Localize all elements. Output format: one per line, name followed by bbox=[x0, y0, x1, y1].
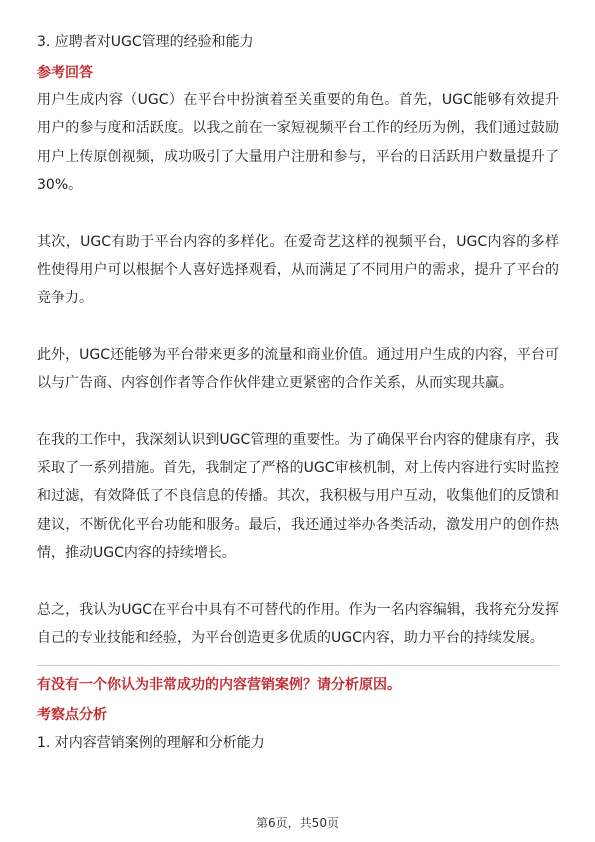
answer-paragraph: 用户生成内容（UGC）在平台中扮演着至关重要的角色。首先，UGC能够有效提升用户的参与度和活跃度。以我之前在一家短视频平台工作的经历为例，我们通过鼓励用户上传原创视频，成功吸引了大量用户注册和参与，平台的日活跃用户数量提升了30%。 bbox=[37, 92, 559, 194]
answer-paragraph: 总之，我认为UGC在平台中具有不可替代的作用。作为一名内容编辑，我将充分发挥自己的专业技能和经验，为平台创造更多优质的UGC内容，助力平台的持续发展。 bbox=[37, 601, 559, 647]
reference-answer-label: 参考回答 bbox=[37, 65, 93, 81]
interview-question: 有没有一个你认为非常成功的内容营销案例？请分析原因。 bbox=[37, 676, 401, 693]
answer-paragraph: 其次，UGC有助于平台内容的多样化。在爱奇艺这样的视频平台，UGC内容的多样性使得用户可以根据个人喜好选择观看，从而满足了不同用户的需求，提升了平台的竞争力。 bbox=[37, 233, 559, 307]
item-heading: 3. 应聘者对UGC管理的经验和能力 bbox=[37, 34, 254, 50]
page-number-footer: 第6页，共50页 bbox=[256, 816, 339, 830]
answer-paragraph: 此外，UGC还能够为平台带来更多的流量和商业价值。通过用户生成的内容，平台可以与广告商、内容创作者等合作伙伴建立更紧密的合作关系，从而实现共赢。 bbox=[37, 346, 559, 392]
answer-paragraph: 在我的工作中，我深刻认识到UGC管理的重要性。为了确保平台内容的健康有序，我采取了一系列措施。首先，我制定了严格的UGC审核机制，对上传内容进行实时监控和过滤，有效降低了不良信息的传播。其次，我积极与用户互动，收集他们的反馈和建议，不断优化平台功能和服务。最后，我还通过举办各类活动，激发用户的创作热情，推动UGC内容的持续增长。 bbox=[37, 431, 559, 562]
page-content bbox=[37, 28, 559, 756]
section-divider bbox=[37, 665, 559, 666]
analysis-item: 1. 对内容营销案例的理解和分析能力 bbox=[37, 734, 265, 751]
analysis-label: 考察点分析 bbox=[37, 706, 107, 723]
